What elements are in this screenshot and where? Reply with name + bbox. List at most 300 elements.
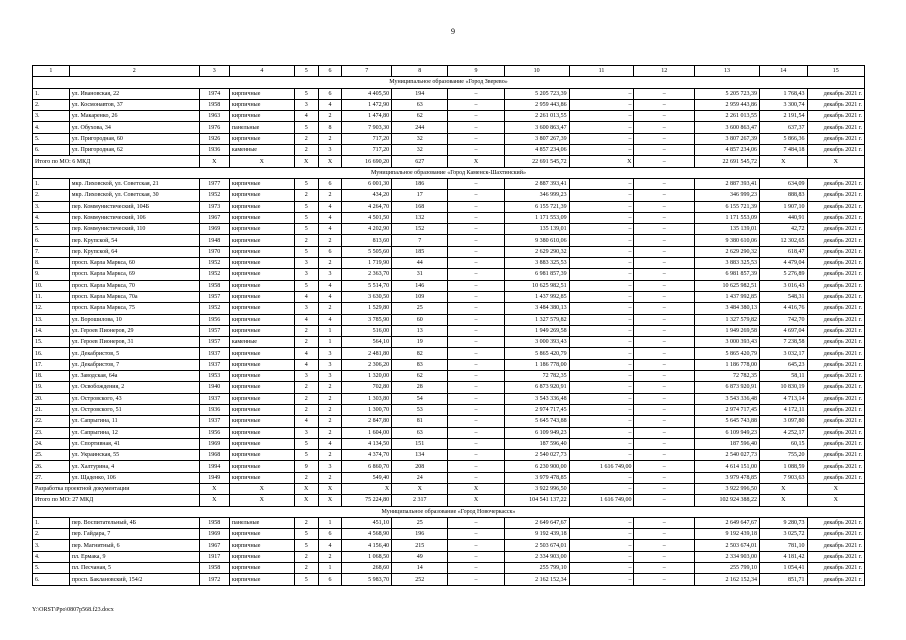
table-cell: декабрь 2021 г. [807, 88, 864, 99]
table-cell: 8 [318, 122, 342, 133]
table-cell: 10. [33, 280, 70, 291]
table-cell: ул. Островского, 51 [69, 404, 199, 415]
table-cell: 2 887 393,41 [504, 178, 569, 189]
table-cell: – [448, 122, 504, 133]
table-cell: 1958 [199, 563, 229, 574]
table-cell: 4. [33, 551, 70, 562]
table-row [33, 540, 865, 551]
table-cell: кирпичные [229, 382, 294, 393]
table-cell: кирпичные [229, 393, 294, 404]
table-cell: 7 238,58 [759, 337, 807, 348]
total-cell: 3 922 996,50 [504, 483, 569, 494]
table-cell: 2 [294, 145, 318, 156]
table-cell: 19. [33, 382, 70, 393]
table-cell: – [448, 337, 504, 348]
table-row [33, 325, 865, 336]
table-cell: – [634, 88, 695, 99]
table-cell: 5 645 743,88 [504, 416, 569, 427]
table-cell: 1958 [199, 280, 229, 291]
total-cell: X [199, 495, 229, 506]
table-cell: – [569, 133, 634, 144]
table-cell: 6 109 949,23 [695, 427, 760, 438]
total-cell: X [294, 483, 318, 494]
total-cell: 2 317 [392, 495, 448, 506]
table-cell: декабрь 2021 г. [807, 325, 864, 336]
table-cell: 255 799,10 [504, 563, 569, 574]
table-cell: кирпичные [229, 269, 294, 280]
table-cell: 3 [318, 359, 342, 370]
table-cell: – [448, 280, 504, 291]
table-cell: 3 025,72 [759, 529, 807, 540]
table-cell: – [634, 291, 695, 302]
table-cell: 5 865 420,79 [695, 348, 760, 359]
table-cell: 42,72 [759, 224, 807, 235]
table-cell: 346 999,23 [695, 190, 760, 201]
table-cell: пер. Коммунистический, 110 [69, 224, 199, 235]
table-row [33, 99, 865, 110]
table-cell: 4 252,17 [759, 427, 807, 438]
table-cell: 2 [318, 111, 342, 122]
table-cell: – [448, 382, 504, 393]
table-cell: ул. Ворошилова, 10 [69, 314, 199, 325]
table-cell: декабрь 2021 г. [807, 224, 864, 235]
table-cell: 2 334 903,00 [695, 551, 760, 562]
table-cell: 25 [392, 303, 448, 314]
table-cell: 6 155 721,39 [504, 201, 569, 212]
table-cell: 135 139,01 [504, 224, 569, 235]
table-cell: – [448, 291, 504, 302]
table-cell: 4 614 151,00 [695, 461, 760, 472]
table-cell: – [569, 224, 634, 235]
table-cell: 1 186 778,00 [695, 359, 760, 370]
table-cell: 2 363,70 [342, 269, 392, 280]
table-cell: 3 [318, 145, 342, 156]
table-cell: 3 [294, 371, 318, 382]
section-title-cell: Муниципальное образование «Город Зверево» [33, 77, 865, 88]
total-cell: 75 224,80 [342, 495, 392, 506]
table-cell: ул. Сапрыгина, 12 [69, 427, 199, 438]
table-row [33, 450, 865, 461]
table-cell: 4 416,76 [759, 303, 807, 314]
table-cell: – [569, 280, 634, 291]
table-cell: 25 [392, 517, 448, 528]
table-cell: 4 857 234,06 [504, 145, 569, 156]
total-cell: X [294, 495, 318, 506]
table-cell: кирпичные [229, 258, 294, 269]
table-cell: 18. [33, 371, 70, 382]
table-cell: 109 [392, 291, 448, 302]
table-cell: 3 016,43 [759, 280, 807, 291]
table-row [33, 348, 865, 359]
table-cell: просп. Карла Маркса, 70а [69, 291, 199, 302]
table-cell: 4 134,50 [342, 438, 392, 449]
table-row [33, 371, 865, 382]
table-cell: 5 [294, 88, 318, 99]
table-cell: декабрь 2021 г. [807, 269, 864, 280]
table-cell: – [448, 258, 504, 269]
table-cell: 26. [33, 461, 70, 472]
total-cell: X [229, 156, 294, 167]
table-cell: пер. Коммунистический, 106 [69, 212, 199, 223]
table-cell: 3 785,90 [342, 314, 392, 325]
table-row [33, 574, 865, 585]
table-cell: 451,10 [342, 517, 392, 528]
table-cell: 2 [294, 517, 318, 528]
table-cell: – [634, 201, 695, 212]
table-cell: ул. Макаренко, 26 [69, 111, 199, 122]
table-cell: 4 [294, 348, 318, 359]
table-cell: – [448, 133, 504, 144]
table-cell: 5 [294, 438, 318, 449]
table-cell: 1972 [199, 574, 229, 585]
table-cell: 2 191,54 [759, 111, 807, 122]
table-cell: 717,20 [342, 133, 392, 144]
table-cell: 2 959 443,86 [504, 99, 569, 110]
total-cell: – [634, 483, 695, 494]
table-row [33, 224, 865, 235]
table-cell: 152 [392, 224, 448, 235]
table-row [33, 529, 865, 540]
table-cell: 255 799,10 [695, 563, 760, 574]
table-cell: ул. Героев Пионеров, 31 [69, 337, 199, 348]
column-number-cell: 2 [69, 66, 199, 77]
table-cell: 6 [318, 246, 342, 257]
table-cell: 187 596,40 [504, 438, 569, 449]
table-cell: ул. Халтурина, 4 [69, 461, 199, 472]
table-cell: кирпичные [229, 88, 294, 99]
table-cell: 54 [392, 393, 448, 404]
table-row [33, 393, 865, 404]
table-cell: ул. Декабристов, 7 [69, 359, 199, 370]
table-row [33, 438, 865, 449]
table-cell: пер. Коммунистический, 104Б [69, 201, 199, 212]
table-cell: 17 [392, 190, 448, 201]
table-cell: кирпичные [229, 461, 294, 472]
table-cell: кирпичные [229, 404, 294, 415]
table-cell: 4 374,70 [342, 450, 392, 461]
table-cell: декабрь 2021 г. [807, 246, 864, 257]
table-cell: 53 [392, 404, 448, 415]
file-path-footer: Y:\ORST\Ppo\0807p568.f23.docx [32, 607, 114, 613]
table-cell: 186 [392, 178, 448, 189]
total-cell: 104 541 137,22 [504, 495, 569, 506]
total-cell: X [807, 156, 864, 167]
table-cell: 5 866,36 [759, 133, 807, 144]
table-cell: 5 205 723,39 [504, 88, 569, 99]
table-cell: – [448, 416, 504, 427]
table-cell: 1 320,00 [342, 371, 392, 382]
table-cell: 7 903,30 [342, 122, 392, 133]
table-cell: 81 [392, 416, 448, 427]
table-cell: 4 [318, 314, 342, 325]
table-cell: 6 [318, 529, 342, 540]
table-cell: 10 830,19 [759, 382, 807, 393]
table-cell: 2 [318, 404, 342, 415]
total-cell: X [759, 495, 807, 506]
table-cell: декабрь 2021 г. [807, 303, 864, 314]
table-cell: декабрь 2021 г. [807, 212, 864, 223]
table-cell: ул. Спортивная, 41 [69, 438, 199, 449]
table-cell: ул. Космонавтов, 37 [69, 99, 199, 110]
table-cell: 15. [33, 337, 70, 348]
table-cell: декабрь 2021 г. [807, 99, 864, 110]
table-cell: 1 088,59 [759, 461, 807, 472]
table-cell: 1967 [199, 212, 229, 223]
total-cell: X [392, 483, 448, 494]
table-cell: 9 280,73 [759, 517, 807, 528]
table-cell: 5 [294, 529, 318, 540]
table-cell: 19 [392, 337, 448, 348]
table-cell: 5 [294, 212, 318, 223]
table-cell: 1994 [199, 461, 229, 472]
table-cell: 1 949 269,58 [695, 325, 760, 336]
column-number-cell: 3 [199, 66, 229, 77]
table-cell: – [569, 246, 634, 257]
table-row [33, 88, 865, 99]
table-cell: 62 [392, 111, 448, 122]
table-cell: – [634, 529, 695, 540]
table-cell: 9. [33, 269, 70, 280]
table-cell: декабрь 2021 г. [807, 359, 864, 370]
table-cell: панельные [229, 517, 294, 528]
table-row [33, 178, 865, 189]
table-cell: 134 [392, 450, 448, 461]
table-cell: – [634, 190, 695, 201]
table-cell: 1953 [199, 371, 229, 382]
table-cell: 2 847,80 [342, 416, 392, 427]
table-cell: просп. Карла Маркса, 70 [69, 280, 199, 291]
table-row [33, 382, 865, 393]
table-cell: – [634, 133, 695, 144]
table-cell: 1958 [199, 99, 229, 110]
table-cell: – [634, 551, 695, 562]
table-cell: кирпичные [229, 314, 294, 325]
total-cell: 627 [392, 156, 448, 167]
table-cell: – [634, 359, 695, 370]
table-cell: – [634, 212, 695, 223]
table-cell: – [634, 371, 695, 382]
table-cell: 1 437 992,85 [695, 291, 760, 302]
table-cell: 1 054,41 [759, 563, 807, 574]
table-cell: 24. [33, 438, 70, 449]
table-cell: пер. Воспитательный, 4Б [69, 517, 199, 528]
table-cell: кирпичные [229, 99, 294, 110]
table-cell: ул. Обухова, 34 [69, 122, 199, 133]
table-cell: – [569, 291, 634, 302]
table-cell: – [448, 371, 504, 382]
total-label-cell: Итого по МО: 27 МКД [33, 495, 200, 506]
table-cell: – [448, 472, 504, 483]
table-cell: 4 202,90 [342, 224, 392, 235]
table-cell: 3 [294, 303, 318, 314]
table-cell: кирпичные [229, 212, 294, 223]
table-cell: 9 [294, 461, 318, 472]
table-cell: 16. [33, 348, 70, 359]
table-cell: 9 192 439,18 [695, 529, 760, 540]
table-cell: – [569, 99, 634, 110]
table-cell: 2 887 393,41 [695, 178, 760, 189]
total-cell: X [229, 495, 294, 506]
table-cell: – [634, 178, 695, 189]
table-cell: 1977 [199, 178, 229, 189]
table-cell: 5 [294, 178, 318, 189]
table-cell: 2 [318, 551, 342, 562]
column-number-cell: 1 [33, 66, 70, 77]
table-cell: 5 [294, 574, 318, 585]
table-cell: 4 713,14 [759, 393, 807, 404]
table-row [33, 111, 865, 122]
table-cell: 4 [318, 212, 342, 223]
table-cell: – [448, 99, 504, 110]
table-cell: 4 [318, 201, 342, 212]
table-cell: 4 [294, 416, 318, 427]
table-cell: 5. [33, 563, 70, 574]
table-cell: 24 [392, 472, 448, 483]
table-cell: 1957 [199, 291, 229, 302]
total-cell: X [318, 156, 342, 167]
table-cell: 1970 [199, 246, 229, 257]
table-cell: – [634, 574, 695, 585]
table-cell: 2 974 717,45 [695, 404, 760, 415]
table-row [33, 303, 865, 314]
table-cell: 2 974 717,45 [504, 404, 569, 415]
table-cell: 1 [318, 337, 342, 348]
table-cell: пл. Ермака, 9 [69, 551, 199, 562]
table-cell: пер. Гайдара, 7 [69, 529, 199, 540]
table-cell: 4 [318, 540, 342, 551]
table-cell: декабрь 2021 г. [807, 540, 864, 551]
table-cell: 4 [294, 111, 318, 122]
table-cell: 3 [294, 99, 318, 110]
total-cell: X [759, 483, 807, 494]
table-cell: – [634, 111, 695, 122]
table-cell: – [569, 517, 634, 528]
table-cell: 4 697,04 [759, 325, 807, 336]
table-cell: 20. [33, 393, 70, 404]
table-cell: 2 [318, 472, 342, 483]
table-cell: – [448, 314, 504, 325]
table-cell: 3 [294, 427, 318, 438]
table-cell: 5 [294, 450, 318, 461]
table-cell: 6. [33, 145, 70, 156]
table-cell: – [448, 450, 504, 461]
table-cell: 618,47 [759, 246, 807, 257]
table-cell: каменные [229, 337, 294, 348]
table-row [33, 337, 865, 348]
table-row [33, 291, 865, 302]
table-cell: 4 405,50 [342, 88, 392, 99]
table-cell: 4 [294, 359, 318, 370]
table-cell: декабрь 2021 г. [807, 314, 864, 325]
table-cell: каменные [229, 145, 294, 156]
table-cell: 9 380 610,06 [695, 235, 760, 246]
table-cell: – [634, 235, 695, 246]
table-cell: пер. Крупской, 54 [69, 235, 199, 246]
table-cell: 5 865 420,79 [504, 348, 569, 359]
table-cell: – [634, 416, 695, 427]
table-cell: 1973 [199, 201, 229, 212]
table-cell: 1952 [199, 190, 229, 201]
total-row [33, 495, 865, 506]
table-cell: – [448, 303, 504, 314]
table-cell: декабрь 2021 г. [807, 133, 864, 144]
table-cell: 5 [294, 246, 318, 257]
table-cell: – [448, 111, 504, 122]
table-cell: 44 [392, 258, 448, 269]
table-cell: – [448, 529, 504, 540]
table-cell: – [569, 145, 634, 156]
table-cell: декабрь 2021 г. [807, 517, 864, 528]
table-row [33, 212, 865, 223]
section-title-cell: Муниципальное образование «Город Новочеркасск» [33, 506, 865, 517]
table-cell: 6 109 949,23 [504, 427, 569, 438]
table-row [33, 472, 865, 483]
table-cell: 2 [294, 393, 318, 404]
table-cell: ул. Островского, 43 [69, 393, 199, 404]
table-cell: – [448, 427, 504, 438]
table-cell: 2 162 152,34 [504, 574, 569, 585]
table-cell: ул. Украинская, 55 [69, 450, 199, 461]
table-cell: ул. Ивановская, 22 [69, 88, 199, 99]
total-cell: 102 924 388,22 [695, 495, 760, 506]
table-cell: 755,20 [759, 450, 807, 461]
table-cell: 32 [392, 133, 448, 144]
table-cell: 21. [33, 404, 70, 415]
table-cell: кирпичные [229, 416, 294, 427]
table-cell: кирпичные [229, 359, 294, 370]
table-cell: 5 505,60 [342, 246, 392, 257]
table-cell: 25. [33, 450, 70, 461]
table-cell: 1 327 579,82 [504, 314, 569, 325]
table-cell: – [569, 450, 634, 461]
total-cell: 16 690,20 [342, 156, 392, 167]
table-cell: просп. Карла Маркса, 75 [69, 303, 199, 314]
table-cell: 1936 [199, 145, 229, 156]
table-cell: 2 334 903,00 [504, 551, 569, 562]
table-cell: 2 261 013,55 [695, 111, 760, 122]
table-cell: – [634, 517, 695, 528]
table-cell: – [569, 551, 634, 562]
table-cell: кирпичные [229, 574, 294, 585]
table-cell: кирпичные [229, 540, 294, 551]
table-row [33, 246, 865, 257]
table-cell: 2 [318, 303, 342, 314]
table-cell: – [448, 145, 504, 156]
table-cell: – [569, 359, 634, 370]
table-cell: 3 979 478,85 [504, 472, 569, 483]
table-cell: 742,70 [759, 314, 807, 325]
table-row [33, 416, 865, 427]
table-cell: 3 543 336,48 [695, 393, 760, 404]
table-cell: 14 [392, 563, 448, 574]
table-cell: 1957 [199, 337, 229, 348]
table-cell: – [448, 178, 504, 189]
table-row [33, 359, 865, 370]
table-cell: 2. [33, 529, 70, 540]
table-cell: 196 [392, 529, 448, 540]
table-cell: 13 [392, 325, 448, 336]
table-cell: 4 [318, 291, 342, 302]
table-cell: 63 [392, 427, 448, 438]
table-cell: ул. Пригородная, 62 [69, 145, 199, 156]
table-cell: 1967 [199, 540, 229, 551]
total-cell: – [634, 156, 695, 167]
table-cell: 1940 [199, 382, 229, 393]
table-cell: 1 327 579,82 [695, 314, 760, 325]
table-cell: 3 [318, 269, 342, 280]
table-cell: 2. [33, 99, 70, 110]
table-cell: 2 629 290,32 [504, 246, 569, 257]
